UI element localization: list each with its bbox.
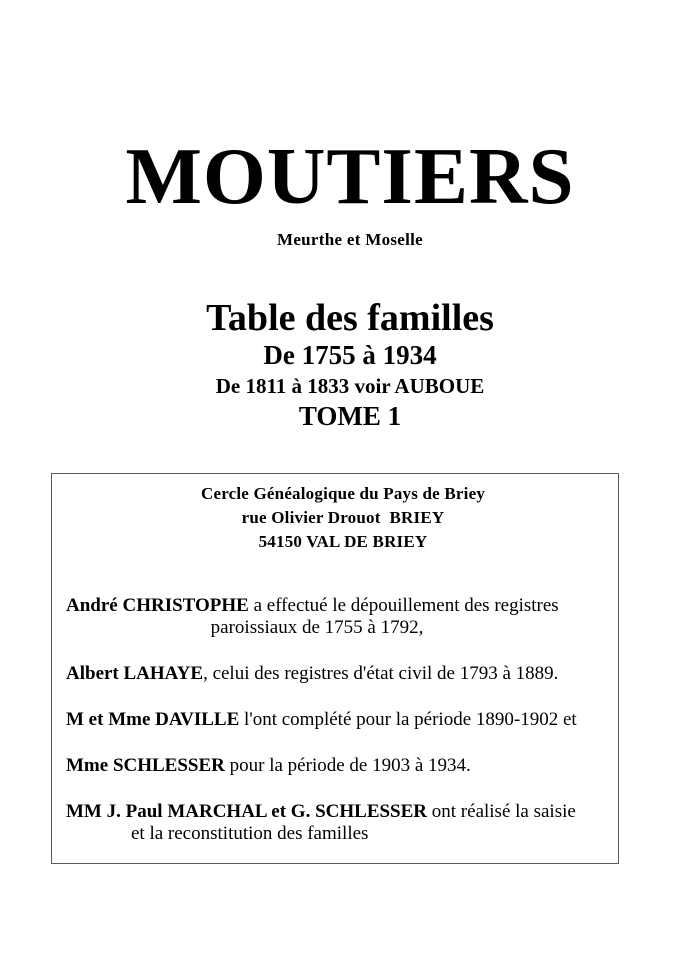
section-title: Table des familles — [206, 297, 494, 339]
credit-description: ont réalisé la saisie — [427, 801, 576, 823]
credit-entry — [52, 801, 618, 845]
credit-continuation: paroissiaux de 1755 à 1792, — [210, 617, 424, 639]
credit-entry — [52, 755, 618, 777]
region-subtitle: Meurthe et Moselle — [276, 230, 424, 249]
credit-contributor: Albert LAHAYE — [66, 663, 204, 685]
credits-list — [52, 595, 618, 845]
page-title: MOUTIERS — [125, 131, 575, 221]
credit-description: a effectué le dépouillement des registres — [248, 595, 559, 616]
credit-description: pour la période de 1903 à 1934. — [224, 755, 471, 777]
credit-entry — [52, 663, 618, 685]
organisation-city: 54150 VAL DE BRIEY — [258, 532, 428, 552]
organisation-street: rue Olivier Drouot BRIEY — [241, 508, 445, 528]
credit-contributor: M et Mme DAVILLE — [66, 709, 240, 731]
credit-contributor: André CHRISTOPHE — [66, 595, 249, 616]
date-range-primary: De 1755 à 1934 — [263, 340, 437, 370]
credits-box — [51, 473, 619, 864]
credit-description: l'ont complété pour la période 1890-1902 et — [239, 709, 577, 731]
date-range-note: De 1811 à 1833 voir AUBOUE — [215, 374, 485, 398]
organisation-block — [52, 482, 618, 554]
volume-label: TOME 1 — [298, 401, 402, 431]
credit-entry — [52, 709, 618, 731]
credit-contributor: MM J. Paul MARCHAL et G. SCHLESSER — [66, 801, 428, 823]
credit-description: , celui des registres d'état civil de 1793 à 1889. — [203, 663, 559, 685]
credit-continuation: et la reconstitution des familles — [131, 823, 369, 845]
credit-contributor: Mme SCHLESSER — [66, 755, 225, 777]
organisation-name: Cercle Généalogique du Pays de Briey — [200, 484, 486, 503]
credit-entry — [52, 595, 618, 639]
